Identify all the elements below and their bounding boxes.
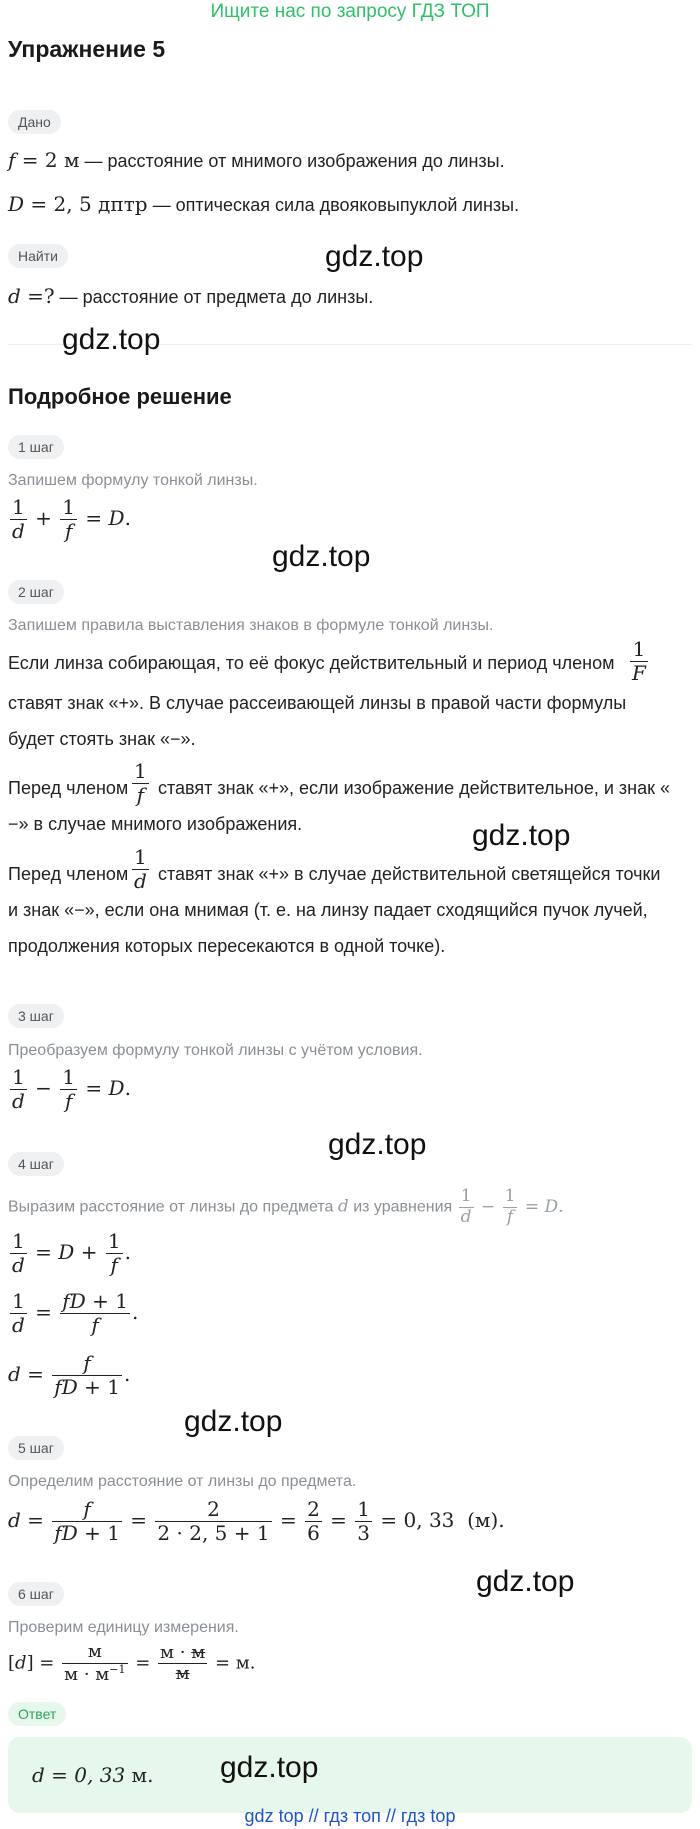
- watermark: gdz.top: [62, 323, 161, 356]
- step-2-hint: Запишем правила выставления знаков в формуле тонкой линзы.: [8, 617, 494, 634]
- step-4-badge: 4 шаг: [8, 1152, 64, 1176]
- formula-step4-b: $\frac{1}{d}$ = $\frac{fD + 1}{f}$ .: [12, 1289, 139, 1337]
- step-5-hint: Определим расстояние от линзы до предмета.: [8, 1473, 357, 1490]
- watermark: gdz.top: [272, 540, 371, 573]
- step-2-p1b: ставят знак «+». В случае рассеивающей линзы в правой части формулы: [8, 693, 627, 713]
- watermark: gdz.top: [328, 1128, 427, 1161]
- step-2-p2c: −» в случае мнимого изображения.: [8, 814, 303, 834]
- search-banner[interactable]: Ищите нас по запросу ГДЗ ТОП: [210, 1, 490, 22]
- page-title: Упражнение 5: [8, 36, 166, 62]
- footer-links[interactable]: gdz top // гдз топ // гдз top: [244, 1806, 456, 1826]
- formula-step4-c: d = $\frac{f}{fD + 1}$ .: [8, 1351, 131, 1399]
- step-2-p3c: и знак «−», если она мнимая (т. е. на линзу падает сходящийся пучок лучей,: [8, 900, 648, 920]
- find-line: d =? — расстояние от предмета до линзы.: [8, 284, 374, 308]
- step-6-hint: Проверим единицу измерения.: [8, 1619, 239, 1636]
- answer-badge: Ответ: [8, 1702, 66, 1726]
- formula-converted: $\frac{1}{d}$ − $\frac{1}{f}$ = D.: [12, 1065, 131, 1113]
- watermark: gdz.top: [325, 240, 424, 273]
- step-2-p2b: ставят знак «+», если изображение действительное, и знак «: [158, 778, 670, 798]
- step-2-p3d: продолжения которых пересекаются в одной точке).: [8, 936, 446, 956]
- watermark: gdz.top: [472, 819, 571, 852]
- given-line-2: D = 2, 5 дптр — оптическая сила двояковыпуклой линзы.: [8, 192, 520, 216]
- watermark: gdz.top: [184, 1405, 283, 1438]
- formula-thin-lens: $\frac{1}{d}$ + $\frac{1}{f}$ = D.: [12, 495, 131, 543]
- step-3-badge: 3 шаг: [8, 1004, 64, 1028]
- given-badge: Дано: [8, 110, 61, 134]
- fraction-1-over-F: $\frac{1}{F}$: [632, 637, 646, 685]
- watermark: gdz.top: [476, 1565, 575, 1598]
- formula-step4-a: $\frac{1}{d}$ = D + $\frac{1}{f}$ .: [12, 1229, 131, 1277]
- answer-value: d = 0, 33 м.: [32, 1763, 154, 1787]
- step-2-p1a: Если линза собирающая, то её фокус действительный и период членом: [8, 653, 615, 673]
- fraction-1-over-f: $\frac{1}{f}$: [134, 759, 147, 807]
- formula-unit-check: [d] = $\frac{м}{м \cdot м^{-1}}$ = $\frac{м \cdot м}{м}$ = м.: [8, 1641, 256, 1685]
- step-1-hint: Запишем формулу тонкой линзы.: [8, 472, 258, 489]
- watermark: gdz.top: [220, 1751, 319, 1784]
- formula-step5: d = $\frac{f}{fD + 1}$ = $\frac{2}{2 \cdot 2, 5 + 1}$ = $\frac{2}{6}$ = $\frac{1}{3}$ = 0, 33 (м).: [8, 1497, 505, 1545]
- step-5-badge: 5 шаг: [8, 1436, 64, 1460]
- step-2-p3a: Перед членом: [8, 864, 129, 884]
- step-3-hint: Преобразуем формулу тонкой линзы с учётом условия.: [8, 1042, 423, 1059]
- step-4-hint-line: Выразим расстояние от линзы до предмета d из уравнения $\frac{1}{d}$ − $\frac{1}{f}$ = D.: [8, 1186, 564, 1227]
- step-6-badge: 6 шаг: [8, 1582, 64, 1606]
- step-2-p1c: будет стоять знак «−».: [8, 729, 196, 749]
- fraction-1-over-d: $\frac{1}{d}$: [134, 845, 147, 893]
- given-line-1: f = 2 м — расстояние от мнимого изображения до линзы.: [8, 148, 505, 172]
- step-1-badge: 1 шаг: [8, 435, 64, 459]
- solution-title: Подробное решение: [8, 384, 232, 409]
- step-2-p3b: ставят знак «+» в случае действительной светящейся точки: [158, 864, 661, 884]
- step-2-badge: 2 шаг: [8, 580, 64, 604]
- find-badge: Найти: [8, 244, 68, 268]
- step-2-p2a: Перед членом: [8, 778, 129, 798]
